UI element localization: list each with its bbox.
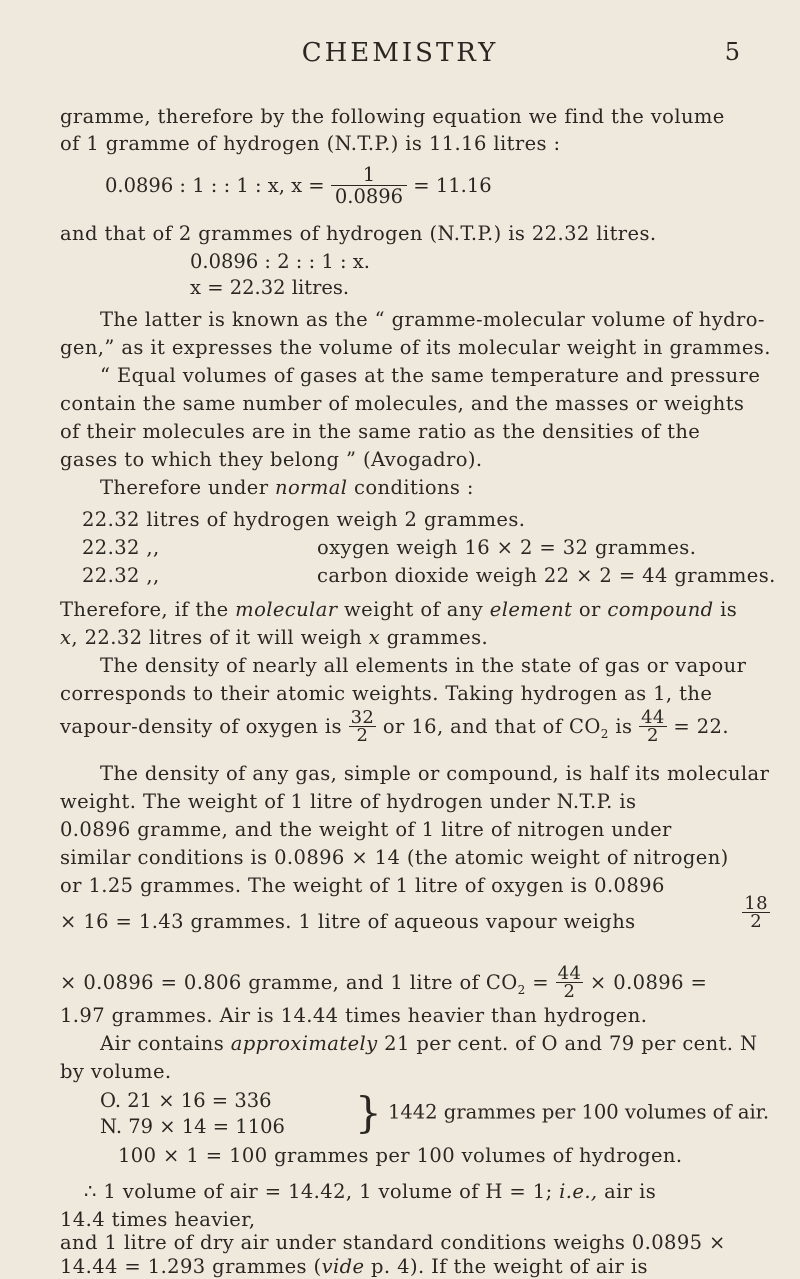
fraction-denominator: 0.0896 [334, 185, 404, 208]
fraction-numerator: 44 [557, 963, 582, 984]
text-line [60, 707, 770, 746]
text-line: gramme, therefore by the following equation we find the volume [60, 105, 725, 128]
equation-1 [105, 165, 492, 208]
text-span: vapour-density of oxygen is [60, 715, 342, 738]
text-line: corresponds to their atomic weights. Taking hydrogen as 1, the [60, 682, 713, 705]
text-line: and 1 litre of dry air under standard conditions weighs 0.0895 × [60, 1231, 726, 1254]
equation-1-right: = 11.16 [413, 174, 492, 197]
text-line: “ Equal volumes of gases at the same temperature and pressure [100, 364, 761, 387]
equation-1-left: 0.0896 : 1 : : 1 : x, x = [105, 174, 325, 197]
table-col-2: carbon dioxide weigh 22 × 2 = 44 grammes. [317, 564, 776, 587]
fraction-denominator: 2 [356, 725, 369, 746]
text-line: The latter is known as the “ gramme-molecular volume of hydro- [100, 308, 765, 331]
page-number: 5 [724, 38, 740, 66]
sum-result-text: 1442 grammes per 100 volumes of air. [387, 1100, 770, 1124]
sum-row-oxygen: O. 21 × 16 = 336 [100, 1089, 272, 1112]
fraction-numerator: 32 [350, 707, 375, 728]
text-span: = 22. [673, 715, 729, 738]
text-line: similar conditions is 0.0896 × 14 (the atomic weight of nitrogen) [60, 846, 729, 869]
text-span: is [615, 715, 633, 738]
text-line: and that of 2 grammes of hydrogen (N.T.P.) is 22.32 litres. [60, 222, 657, 245]
text-span: or 16, and that of CO [382, 715, 601, 738]
text-line: 14.44 = 1.293 grammes (vide p. 4). If the weight of air is [60, 1255, 648, 1278]
text-line: Therefore, if the molecular weight of any element or compound is [60, 598, 738, 621]
sum-result [355, 1088, 770, 1137]
table-line [82, 536, 792, 560]
running-title: CHEMISTRY [301, 38, 499, 68]
table-col-1: 22.32 ,, [82, 564, 160, 587]
sum-row-nitrogen: N. 79 × 14 = 1106 [100, 1115, 285, 1138]
table-line [82, 564, 792, 588]
table-line: 22.32 litres of hydrogen weigh 2 grammes. [82, 508, 526, 531]
text-line: of 1 gramme of hydrogen (N.T.P.) is 11.16 litres : [60, 132, 561, 155]
table-col-2: oxygen weigh 16 × 2 = 32 grammes. [317, 536, 697, 559]
text-span: × 16 = 1.43 grammes. 1 litre of aqueous vapour weighs [60, 910, 636, 933]
text-line: 1.97 grammes. Air is 14.44 times heavier than hydrogen. [60, 1004, 648, 1027]
text-span: × 0.0896 = 0.806 gramme, and 1 litre of CO [60, 971, 518, 994]
text-line: of their molecules are in the same ratio as the densities of the [60, 420, 701, 443]
equation-3: x = 22.32 litres. [190, 276, 350, 299]
text-line: or 1.25 grammes. The weight of 1 litre of oxygen is 0.0896 [60, 874, 665, 897]
fraction-numerator: 44 [641, 707, 665, 728]
text-line: The density of any gas, simple or compound, is half its molecular [100, 762, 770, 785]
text-line: ∴ 1 volume of air = 14.42, 1 volume of H = 1; i.e., air is [84, 1180, 657, 1203]
fraction [742, 893, 770, 932]
fraction [639, 707, 667, 746]
equation-1-fraction [331, 165, 407, 208]
fraction [556, 963, 584, 1002]
text-line: gen,” as it expresses the volume of its molecular weight in grammes. [60, 336, 771, 359]
text-line: 0.0896 gramme, and the weight of 1 litre of nitrogen under [60, 818, 672, 841]
text-line: 14.4 times heavier, [60, 1208, 256, 1231]
subscript: 2 [517, 982, 526, 997]
text-line: by volume. [60, 1060, 172, 1083]
text-line: Air contains approximately 21 per cent. of O and 79 per cent. N [100, 1032, 758, 1055]
subscript: 2 [600, 726, 609, 741]
text-line: weight. The weight of 1 litre of hydrogen under N.T.P. is [60, 790, 637, 813]
equation-2: 0.0896 : 2 : : 1 : x. [190, 250, 370, 273]
fraction-numerator: 1 [331, 165, 407, 186]
text-span: × 0.0896 = [589, 971, 708, 994]
fraction-denominator: 2 [563, 981, 576, 1002]
text-line: The density of nearly all elements in the state of gas or vapour [100, 654, 747, 677]
page-header [0, 38, 800, 78]
fraction-denominator: 2 [646, 725, 659, 746]
text-span: = [532, 971, 549, 994]
brace-symbol: } [355, 1088, 382, 1137]
text-span: Therefore under normal conditions : [100, 476, 474, 499]
text-line [100, 476, 770, 500]
text-line: 100 × 1 = 100 grammes per 100 volumes of hydrogen. [118, 1144, 683, 1167]
table-col-1: 22.32 ,, [82, 536, 160, 559]
text-line: x, 22.32 litres of it will weigh x grammes. [60, 626, 489, 649]
text-line [60, 963, 770, 1002]
fraction-numerator: 18 [744, 893, 768, 914]
sum-block [100, 1088, 285, 1140]
fraction [349, 707, 377, 746]
text-line: gases to which they belong ” (Avogadro). [60, 448, 483, 471]
text-line [60, 893, 770, 934]
fraction-denominator: 2 [750, 911, 763, 932]
text-line: contain the same number of molecules, and the masses or weights [60, 392, 745, 415]
